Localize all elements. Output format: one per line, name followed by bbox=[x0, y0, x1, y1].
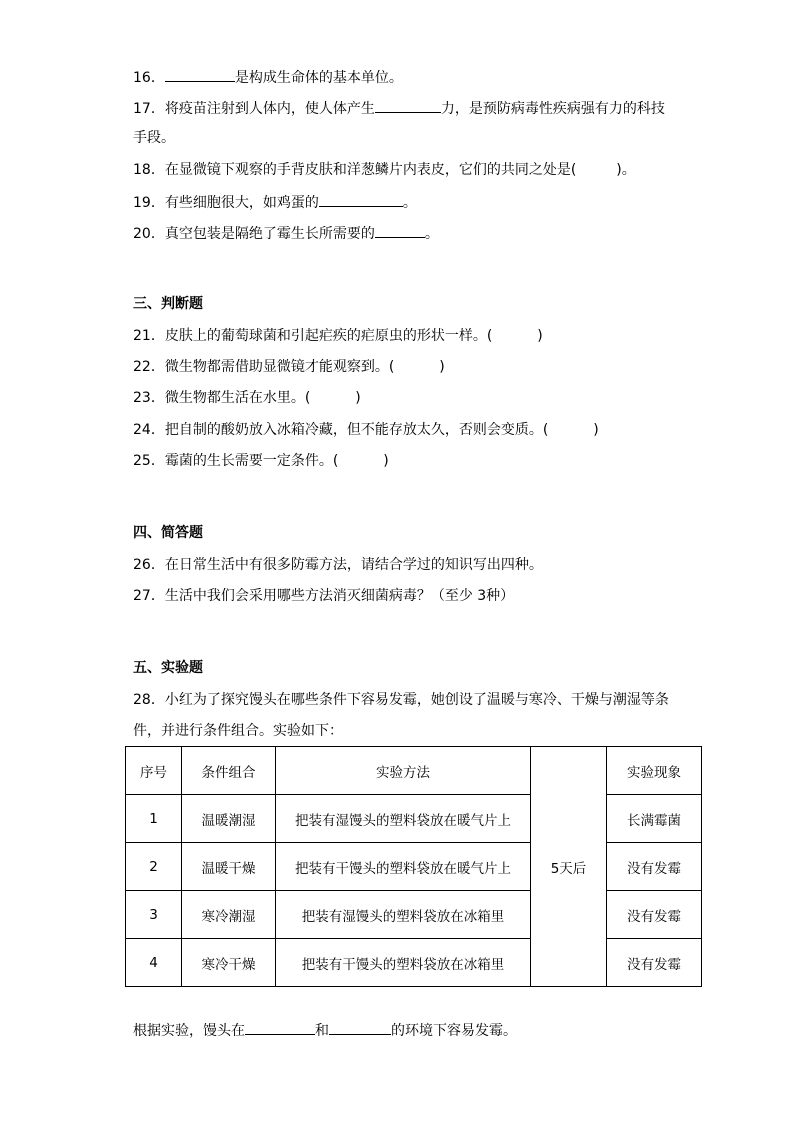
section-title-judge: 三、判断题 bbox=[133, 296, 203, 312]
question-28: 28．小红为了探究馒头在哪些条件下容易发霉，她创设了温暖与寒冷、干燥与潮湿等条 bbox=[133, 692, 669, 708]
question-17: 17．将疫苗注射到人体内，使人体产生 力，是预防病毒性疾病强有力的科技 bbox=[133, 97, 665, 119]
table-header-row bbox=[126, 747, 702, 795]
header-condition: 条件组合 bbox=[182, 747, 276, 795]
header-method: 实验方法 bbox=[276, 747, 531, 795]
question-17-continued: 手段。 bbox=[133, 130, 175, 146]
question-18: 18．在显微镜下观察的手背皮肤和洋葱鳞片内表皮，它们的共同之处是( )。 bbox=[133, 162, 636, 178]
question-16: 16． 是构成生命体的基本单位。 bbox=[133, 66, 403, 88]
answer-blank[interactable] bbox=[375, 97, 441, 113]
question-20: 20．真空包装是隔绝了霉生长所需要的 。 bbox=[133, 222, 439, 244]
table-row: 3 寒冷潮湿 把装有湿馒头的塑料袋放在冰箱里 没有发霉 bbox=[126, 891, 702, 939]
question-25: 25．霉菌的生长需要一定条件。( ) bbox=[133, 453, 389, 469]
table-row: 2 温暖干燥 把装有干馒头的塑料袋放在暖气片上 没有发霉 bbox=[126, 843, 702, 891]
question-number: 20． bbox=[133, 226, 165, 242]
question-number: 17． bbox=[133, 101, 165, 117]
answer-blank[interactable] bbox=[319, 191, 403, 207]
question-28-continued: 件，并进行条件组合。实验如下： bbox=[133, 723, 343, 739]
answer-blank[interactable] bbox=[375, 222, 425, 238]
question-27: 27．生活中我们会采用哪些方法消灭细菌病毒？（至少 3种） bbox=[133, 588, 515, 604]
conclusion: 根据实验，馒头在 和 的环境下容易发霉。 bbox=[133, 1019, 517, 1041]
question-24: 24．把自制的酸奶放入冰箱冷藏，但不能存放太久，否则会变质。( ) bbox=[133, 422, 599, 438]
section-title-experiment: 五、实验题 bbox=[133, 660, 203, 676]
table-row: 4 寒冷干燥 把装有干馒头的塑料袋放在冰箱里 没有发霉 bbox=[126, 939, 702, 987]
answer-blank[interactable] bbox=[165, 66, 235, 82]
question-number: 19． bbox=[133, 195, 165, 211]
question-26: 26．在日常生活中有很多防霉方法，请结合学过的知识写出四种。 bbox=[133, 557, 543, 573]
answer-blank[interactable] bbox=[329, 1019, 391, 1035]
table-row: 1 温暖潮湿 把装有湿馒头的塑料袋放在暖气片上 长满霉菌 bbox=[126, 795, 702, 843]
question-21: 21．皮肤上的葡萄球菌和引起疟疾的疟原虫的形状一样。( ) bbox=[133, 328, 543, 344]
question-number: 18． bbox=[133, 162, 165, 178]
header-id: 序号 bbox=[126, 747, 182, 795]
experiment-table bbox=[125, 746, 702, 987]
question-22: 22．微生物都需借助显微镜才能观察到。( ) bbox=[133, 359, 445, 375]
section-title-short-answer: 四、简答题 bbox=[133, 525, 203, 541]
question-19: 19．有些细胞很大，如鸡蛋的 。 bbox=[133, 191, 417, 213]
question-number: 16． bbox=[133, 70, 165, 86]
header-result: 实验现象 bbox=[607, 747, 702, 795]
answer-blank[interactable] bbox=[245, 1019, 315, 1035]
time-cell: 5天后 bbox=[531, 747, 607, 987]
question-23: 23．微生物都生活在水里。( ) bbox=[133, 390, 361, 406]
